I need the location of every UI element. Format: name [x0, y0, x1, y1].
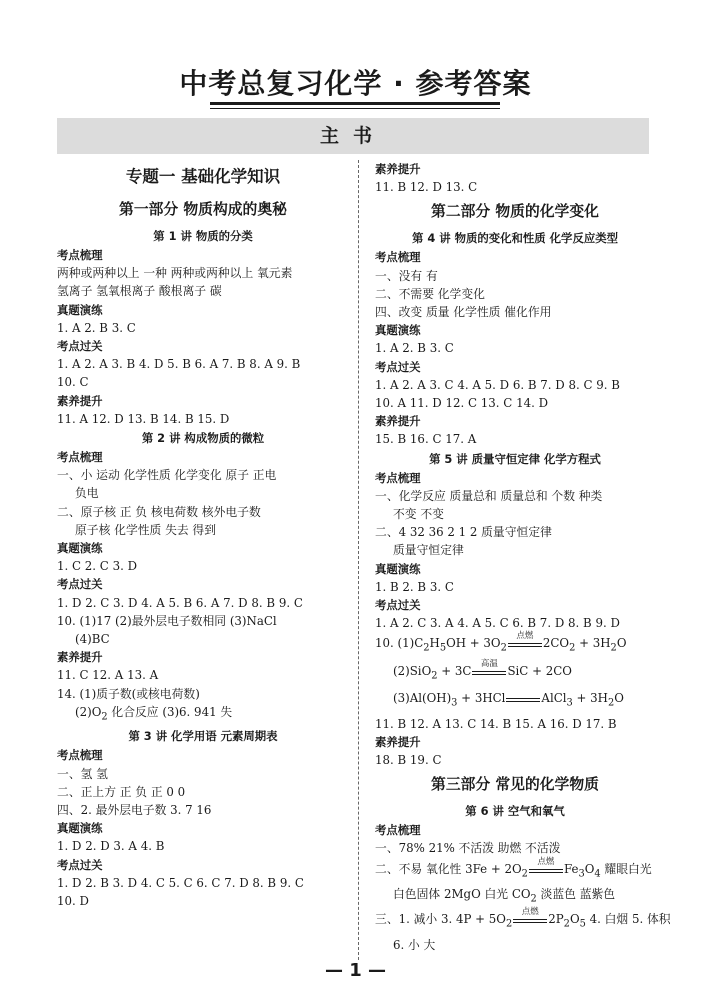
subscript: 2 — [563, 918, 570, 930]
equals-bar — [508, 643, 542, 647]
section-label: 真题演练 — [375, 323, 421, 338]
answer-line: 1. D 2. D 3. A 4. B — [57, 839, 165, 854]
page-number: — 1 — — [324, 960, 387, 981]
section-label: 考点过关 — [375, 598, 421, 613]
formula-text: + 3H — [575, 636, 611, 651]
answer-line: 二、原子核 正 负 核电荷数 核外电子数 — [57, 504, 261, 519]
section-label: 考点梳理 — [57, 450, 103, 465]
equation-line — [375, 660, 655, 687]
equation-line — [375, 858, 655, 885]
topic-heading: 专题一 基础化学知识 — [125, 167, 281, 186]
answer-line: (4)BC — [75, 632, 110, 647]
part-heading: 第三部分 常见的化学物质 — [431, 776, 599, 794]
section-label: 真题演练 — [57, 821, 103, 836]
formula-text: + 3C — [437, 663, 472, 678]
section-label: 素养提升 — [57, 393, 103, 408]
answer-line: 二、正上方 正 负 正 0 0 — [57, 784, 186, 799]
title-underline — [210, 102, 500, 109]
answer-line: 1. B 2. B 3. C — [375, 579, 454, 594]
equals-bar — [506, 698, 540, 702]
section-label: 考点梳理 — [375, 823, 421, 838]
formula-text: (2)SiO — [393, 663, 432, 678]
condition-label: 点燃 — [537, 856, 555, 867]
right-column — [375, 160, 671, 954]
section-label: 考点梳理 — [57, 748, 103, 763]
subscript: 3 — [566, 697, 573, 709]
answer-line: 11. C 12. A 13. A — [57, 668, 159, 683]
reaction-condition — [528, 856, 564, 873]
answer-line: 1. A 2. B 3. C — [375, 341, 454, 356]
lecture-title: 第 2 讲 构成物质的微粒 — [141, 431, 265, 446]
lecture-title: 第 3 讲 化学用语 元素周期表 — [128, 729, 278, 744]
formula-text: O — [614, 691, 624, 706]
section-label: 真题演练 — [375, 561, 421, 576]
formula-text: 二、不易 氧化性 3Fe + 2O — [375, 861, 522, 876]
answer-line: 一、氢 氢 — [57, 766, 108, 781]
answer-line: 11. A 12. D 13. B 14. B 15. D — [57, 411, 230, 426]
section-label: 考点梳理 — [375, 470, 421, 485]
answer-line: 10. (1)17 (2)最外层电子数相同 (3)NaCl — [57, 613, 277, 628]
answer-line: 1. C 2. C 3. D — [57, 559, 138, 574]
answer-line: 1. A 2. B 3. C — [57, 320, 136, 335]
answer-line: 1. A 2. A 3. C 4. A 5. D 6. B 7. D 8. C 9. B — [375, 377, 620, 392]
subscript: 2 — [610, 642, 617, 654]
answer-line: 两种或两种以上 一种 两种或两种以上 氧元素 — [57, 266, 293, 281]
formula-text: + 3HCl — [457, 691, 506, 706]
answer-line: 11. B 12. A 13. C 14. B 15. A 16. D 17. B — [375, 716, 617, 731]
section-label: 考点梳理 — [375, 250, 421, 265]
answer-line: 负电 — [75, 486, 99, 501]
column-divider — [358, 160, 359, 960]
equation-line — [375, 632, 655, 659]
section-label: 考点过关 — [57, 339, 103, 354]
equals-bar — [529, 869, 563, 873]
answer-text: 化合反应 (3)6. 941 失 — [107, 704, 233, 719]
section-label: 素养提升 — [375, 414, 421, 429]
formula-text: 10. (1)C — [375, 636, 424, 651]
answer-line — [57, 703, 349, 727]
equation-line — [375, 907, 671, 935]
lecture-title: 第 5 讲 质量守恒定律 化学方程式 — [429, 451, 601, 466]
formula-text: O — [569, 912, 580, 927]
answer-line: 10. C — [57, 375, 89, 390]
answer-line: 二、不需要 化学变化 — [375, 286, 485, 301]
formula-text: 2P — [548, 912, 564, 927]
page-title: 中考总复习化学 · 参考答案 — [179, 67, 532, 100]
formula-text: OH + 3O — [446, 636, 501, 651]
subscript: 2 — [423, 642, 430, 654]
reaction-condition — [507, 631, 543, 647]
condition-label: 点燃 — [521, 907, 539, 918]
condition-label: 高温 — [480, 658, 498, 669]
section-label: 考点过关 — [57, 857, 103, 872]
subscript: 2 — [569, 642, 576, 654]
answer-line: 一、小 运动 化学性质 化学变化 原子 正电 — [57, 468, 277, 483]
answer-line: 10. A 11. D 12. C 13. C 14. D — [375, 396, 549, 411]
answer-line: 1. D 2. B 3. D 4. C 5. C 6. C 7. D 8. B 9. C — [57, 875, 304, 890]
part-heading: 第二部分 物质的化学变化 — [431, 203, 599, 221]
section-label: 真题演练 — [57, 302, 103, 317]
reaction-condition — [505, 696, 541, 702]
equation-line — [375, 687, 655, 714]
section-banner: 主书 — [57, 118, 649, 154]
part-heading: 第一部分 物质构成的奥秘 — [119, 201, 287, 218]
section-label: 素养提升 — [375, 162, 421, 176]
subscript: 4 — [594, 867, 601, 879]
answer-line: 四、改变 质量 化学性质 催化作用 — [375, 305, 552, 320]
subscript: 2 — [505, 918, 513, 930]
answer-text: 4. 白烟 5. 体积 — [585, 912, 671, 927]
formula-text: + 3H — [572, 691, 608, 706]
answer-line: 氢离子 氢氧根离子 酸根离子 碳 — [57, 284, 222, 299]
section-label: 素养提升 — [375, 734, 421, 749]
answer-text: 淡蓝色 蓝紫色 — [536, 886, 616, 901]
formula-text: O — [616, 636, 627, 651]
answer-line: 原子核 化学性质 失去 得到 — [75, 522, 217, 537]
subscript: 5 — [579, 918, 586, 930]
answer-text: 白色固体 2MgO 白光 CO — [393, 886, 531, 901]
formula-text: H — [429, 636, 440, 651]
formula-text: Fe — [563, 861, 579, 876]
answer-line: 11. B 12. D 13. C — [375, 180, 478, 195]
subscript: 5 — [439, 642, 447, 654]
answer-line: 15. B 16. C 17. A — [375, 432, 477, 447]
answer-text: 耀眼白光 — [600, 861, 652, 876]
answer-line: 6. 小 大 — [393, 937, 436, 952]
answer-line: 一、没有 有 — [375, 268, 438, 283]
answer-line: 1. D 2. C 3. D 4. A 5. B 6. A 7. D 8. B 9. C — [57, 595, 303, 610]
answer-line: 10. D — [57, 894, 89, 909]
section-label: 考点过关 — [57, 577, 103, 592]
section-label: 考点梳理 — [57, 248, 103, 262]
formula-text: SiC + 2CO — [507, 663, 572, 678]
condition-label: 点燃 — [516, 631, 534, 642]
subscript: 2 — [521, 867, 528, 879]
formula-text: (2)O — [75, 704, 102, 719]
lecture-title: 第 1 讲 物质的分类 — [153, 229, 253, 243]
answer-line: 18. B 19. C — [375, 752, 442, 767]
subscript: 2 — [431, 670, 438, 682]
equals-bar — [513, 919, 547, 923]
answer-line: 14. (1)质子数(或核电荷数) — [57, 686, 200, 701]
answer-line: 质量守恒定律 — [393, 543, 464, 558]
answer-line: 四、2. 最外层电子数 3. 7 16 — [57, 803, 212, 818]
formula-text: (3)Al(OH) — [393, 691, 452, 706]
formula-text: 2CO — [542, 636, 570, 651]
section-label: 素养提升 — [57, 650, 103, 665]
subscript: 3 — [451, 697, 458, 709]
lecture-title: 第 6 讲 空气和氧气 — [465, 804, 565, 819]
answer-line: 1. A 2. C 3. A 4. A 5. C 6. B 7. D 8. B 9. D — [375, 616, 620, 631]
answer-line — [375, 885, 655, 909]
section-label: 真题演练 — [57, 541, 103, 556]
formula-text: 三、1. 减小 3. 4P + 5O — [375, 912, 506, 927]
lecture-title: 第 4 讲 物质的变化和性质 化学反应类型 — [411, 231, 619, 246]
formula-text: AlCl — [541, 691, 567, 706]
section-label: 考点过关 — [375, 359, 421, 374]
subscript: 3 — [578, 867, 585, 879]
subscript: 2 — [607, 697, 615, 709]
subscript: 2 — [101, 711, 108, 723]
left-column — [57, 160, 349, 910]
subscript: 2 — [500, 642, 507, 654]
equals-bar — [472, 671, 506, 675]
reaction-condition — [471, 658, 507, 675]
formula-text: O — [584, 861, 595, 876]
answer-line: 一、化学反应 质量总和 质量总和 个数 种类 — [375, 488, 603, 503]
answer-line: 1. A 2. A 3. B 4. D 5. B 6. A 7. B 8. A 9. B — [57, 357, 301, 372]
answer-line: 一、78% 21% 不活泼 助燃 不活泼 — [375, 841, 561, 856]
reaction-condition — [512, 907, 548, 923]
answer-line: 二、4 32 36 2 1 2 质量守恒定律 — [375, 525, 552, 540]
answer-line: 不变 不变 — [393, 507, 444, 522]
subscript: 2 — [530, 893, 537, 905]
